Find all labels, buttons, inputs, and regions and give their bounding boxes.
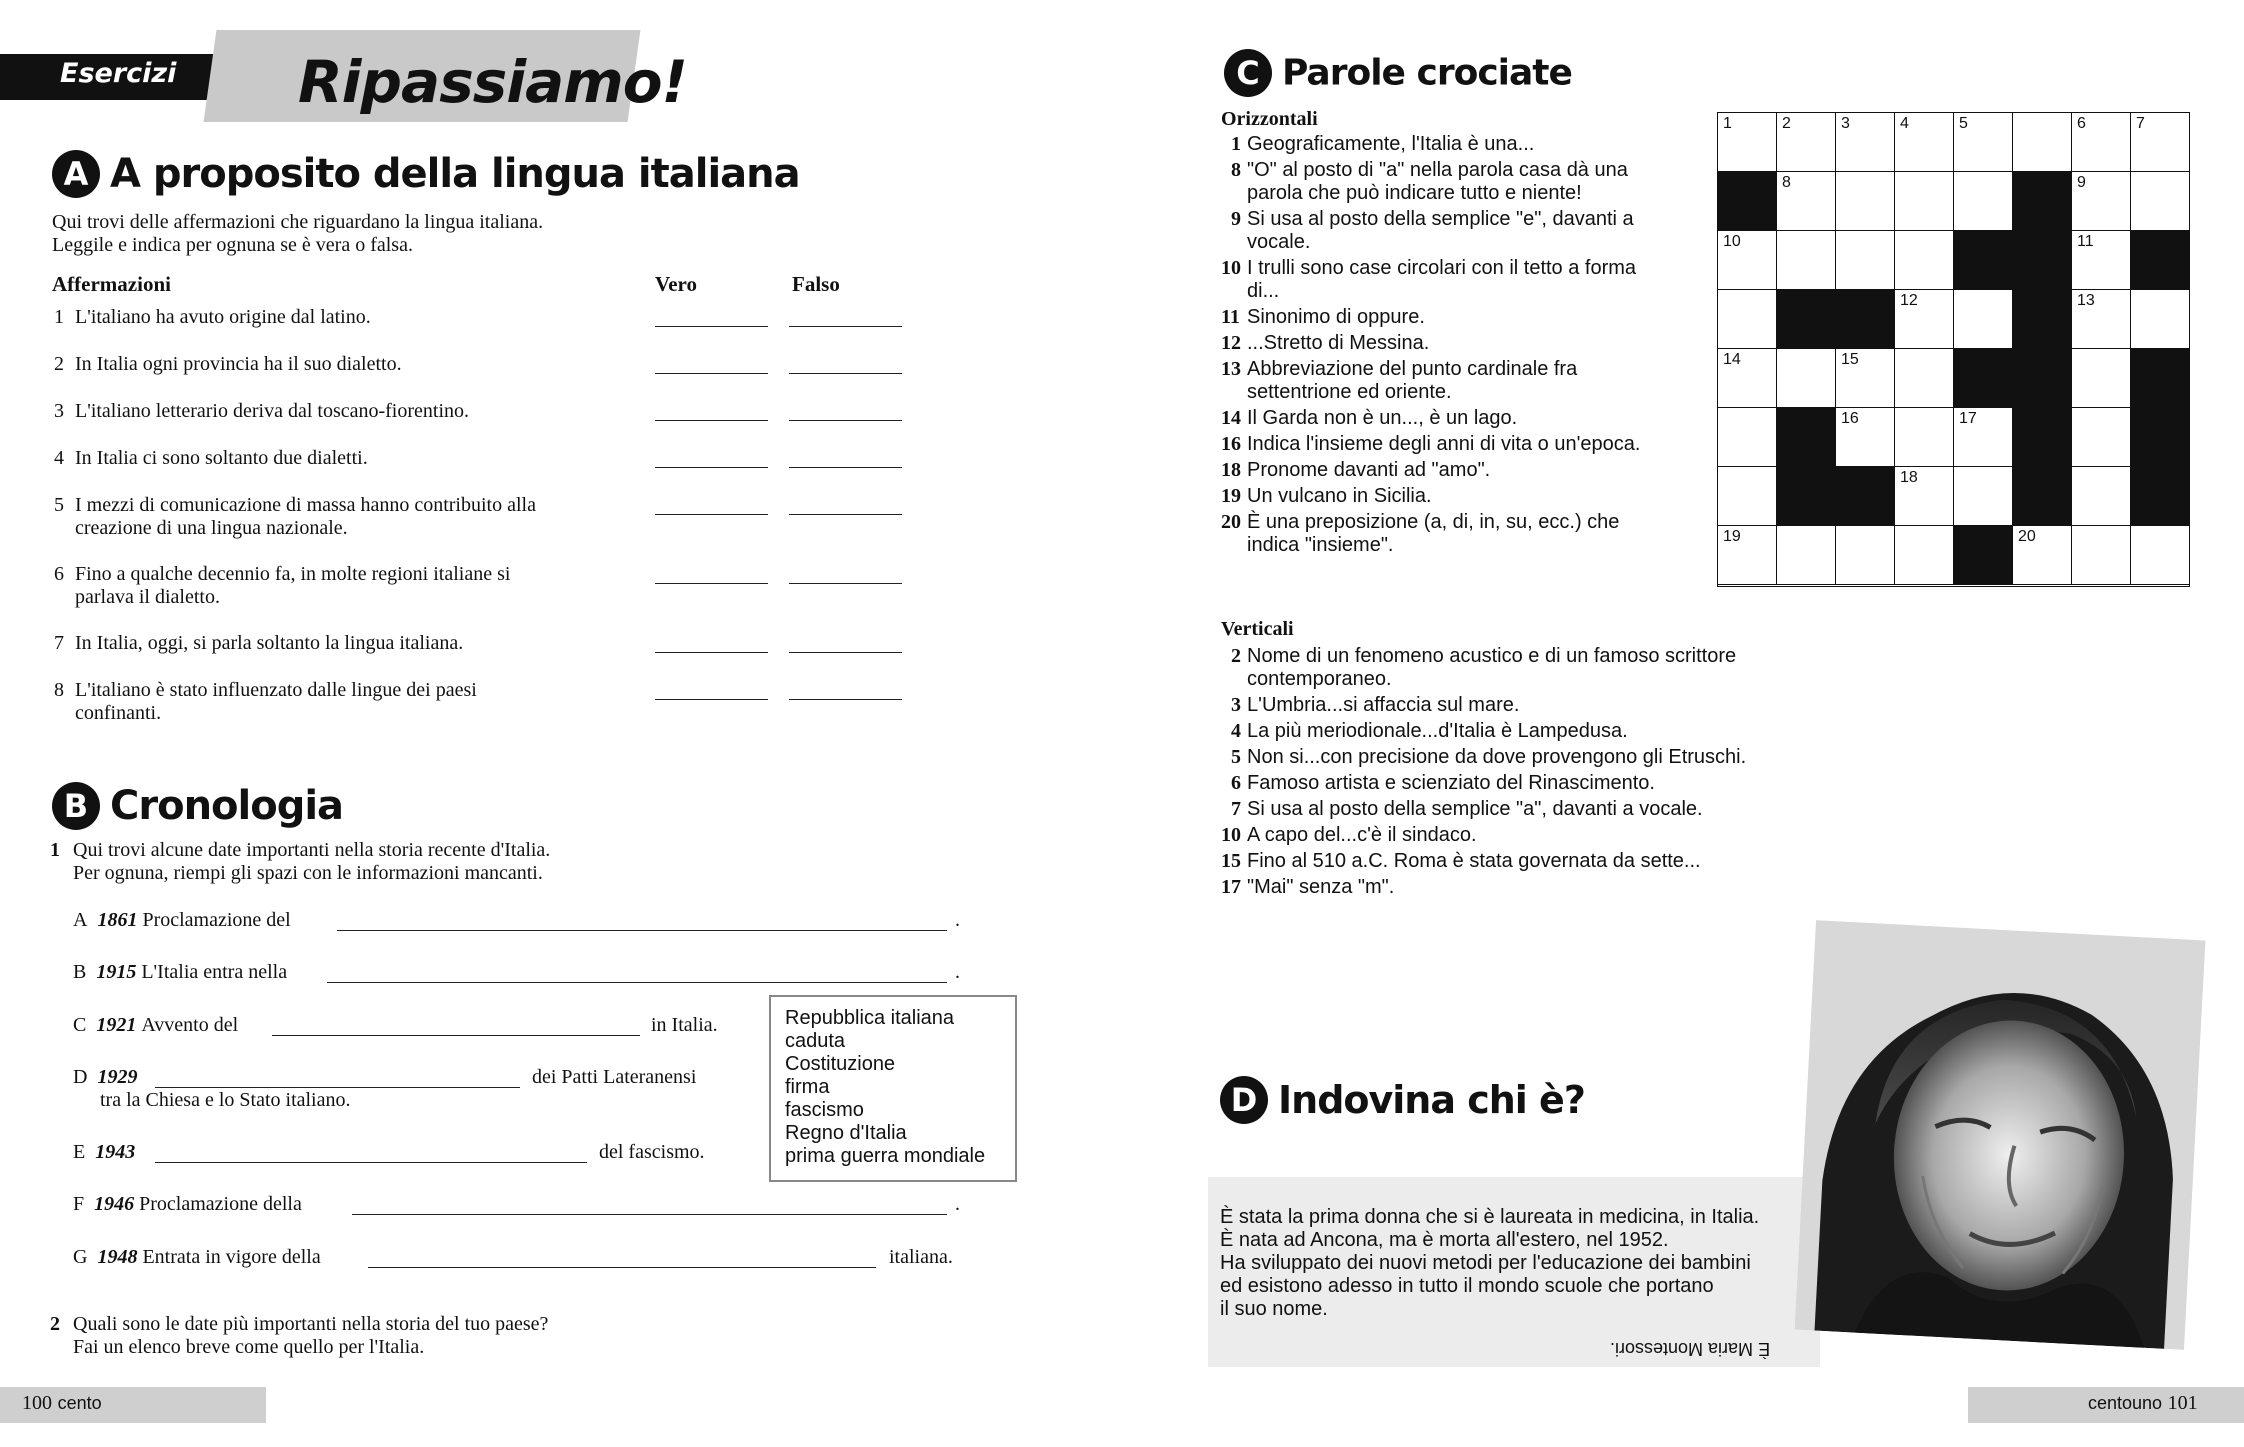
clue-orizzontale-number: 18	[1221, 459, 1241, 481]
clue-orizzontale-number: 10	[1221, 257, 1241, 279]
crossword-black-cell	[1835, 466, 1895, 526]
crossword-cell[interactable]	[2012, 112, 2072, 172]
clue-verticale-line: Non si...con precisione da dove provengono gli Etruschi.	[1247, 746, 1747, 768]
blank-f[interactable]	[352, 1214, 947, 1215]
clue-orizzontale-number: 1	[1231, 133, 1241, 155]
statement-number: 7	[54, 632, 64, 654]
clue-orizzontale-line: Pronome davanti ad "amo".	[1247, 459, 1491, 481]
statement-number: 1	[54, 306, 64, 328]
statement-line: L'italiano letterario deriva dal toscano-fiorentino.	[75, 400, 470, 422]
portrait-photo	[1795, 920, 2206, 1350]
clue-orizzontale-number: 11	[1221, 306, 1240, 328]
crossword-cell[interactable]	[1717, 289, 1777, 349]
statement-line: parlava il dialetto.	[75, 586, 220, 608]
clue-orizzontale-line: I trulli sono case circolari con il tetto a forma	[1247, 257, 1637, 279]
crossword-cell[interactable]	[2130, 289, 2190, 349]
vero-blank[interactable]	[655, 699, 768, 700]
row-d-line2: tra la Chiesa e lo Stato italiano.	[100, 1089, 351, 1111]
b-q2-text: Quali sono le date più importanti nella storia del tuo paese? Fai un elenco breve come quello per l'Italia.	[73, 1313, 549, 1358]
clue-orizzontale-text	[1247, 407, 1517, 430]
clue-orizzontale-line: È una preposizione (a, di, in, su, ecc.) che	[1247, 511, 1620, 533]
row-g: G 1948 Entrata in vigore della	[73, 1246, 321, 1268]
clue-orizzontale-number: 9	[1231, 208, 1241, 230]
crossword-cell[interactable]	[2071, 348, 2131, 408]
word-box-list	[785, 1007, 1015, 1168]
section-a-title: A proposito della lingua italiana	[110, 151, 800, 197]
crossword-black-cell	[1776, 466, 1836, 526]
section-a-heading	[52, 150, 800, 198]
clue-verticale-line: contemporaneo.	[1247, 668, 1392, 690]
col-vero: Vero	[655, 272, 697, 296]
crossword-cell[interactable]: 7	[2130, 112, 2190, 172]
statement-line: L'italiano è stato influenzato dalle lingue dei paesi	[75, 679, 477, 701]
falso-blank[interactable]	[789, 583, 902, 584]
crossword-black-cell	[2012, 466, 2072, 526]
clue-verticale-text	[1247, 694, 1519, 717]
clue-orizzontale-text	[1247, 332, 1429, 355]
row-e-end: del fascismo.	[599, 1141, 705, 1163]
clue-verticale-text	[1247, 798, 1703, 821]
crossword-black-cell	[1776, 407, 1836, 467]
crossword-cell[interactable]: 18	[1894, 466, 1954, 526]
clue-orizzontale-text	[1247, 306, 1425, 329]
blank-d[interactable]	[155, 1087, 520, 1088]
portrait-image	[1795, 920, 2206, 1350]
clue-orizzontale-text	[1247, 133, 1534, 156]
clue-orizzontale-text	[1247, 208, 1634, 254]
clue-text-line: È nata ad Ancona, ma è morta all'estero, nel 1952.	[1220, 1229, 1669, 1251]
clue-verticale-number: 5	[1231, 746, 1241, 768]
clue-text	[1220, 1206, 1759, 1321]
crossword-black-cell	[1953, 230, 2013, 290]
statement-line: In Italia ogni provincia ha il suo dialetto.	[75, 353, 402, 375]
clue-verticale-line: Si usa al posto della semplice "a", davanti a vocale.	[1247, 798, 1703, 820]
statement-text	[75, 632, 463, 655]
vero-blank[interactable]	[655, 467, 768, 468]
word-box	[769, 995, 1017, 1182]
section-c-title: Parole crociate	[1282, 52, 1572, 94]
section-b-title: Cronologia	[110, 783, 344, 829]
clue-verticale-number: 10	[1221, 824, 1241, 846]
vero-blank[interactable]	[655, 420, 768, 421]
crossword-cell[interactable]	[1953, 466, 2013, 526]
clue-text-line: È stata la prima donna che si è laureata in medicina, in Italia.	[1220, 1206, 1760, 1228]
crossword-cell[interactable]	[1835, 230, 1895, 290]
crossword-black-cell	[2012, 407, 2072, 467]
falso-blank[interactable]	[789, 699, 902, 700]
clue-orizzontale-line: "O" al posto di "a" nella parola casa dà una	[1247, 159, 1628, 181]
clue-orizzontale-line: Indica l'insieme degli anni di vita o un'epoca.	[1247, 433, 1641, 455]
crossword-cell[interactable]: 12	[1894, 289, 1954, 349]
clue-verticale-text	[1247, 824, 1477, 847]
crossword-cell[interactable]: 19	[1717, 525, 1777, 585]
clue-orizzontale-line: Sinonimo di oppure.	[1247, 306, 1425, 328]
statement-text	[75, 400, 469, 423]
crossword-cell[interactable]	[1835, 171, 1895, 231]
row-e: E 1943	[73, 1141, 136, 1163]
word-box-item: Costituzione	[785, 1053, 896, 1075]
crossword-black-cell	[1953, 525, 2013, 585]
orizzontali-label: Orizzontali	[1221, 108, 1318, 130]
crossword-black-cell	[2130, 466, 2190, 526]
clue-orizzontale-text	[1247, 358, 1577, 404]
statement-text	[75, 563, 510, 609]
crossword-black-cell	[2012, 348, 2072, 408]
crossword-black-cell	[1835, 289, 1895, 349]
clue-orizzontale-text	[1247, 459, 1490, 482]
section-a-badge: A	[52, 150, 100, 198]
section-b-badge: B	[52, 782, 100, 830]
vero-blank[interactable]	[655, 652, 768, 653]
b-q1-text: Qui trovi alcune date importanti nella storia recente d'Italia. Per ognuna, riempi gli spazi con le informazioni mancanti.	[73, 839, 551, 884]
word-box-item: prima guerra mondiale	[785, 1145, 986, 1167]
crossword-cell[interactable]: 2	[1776, 112, 1836, 172]
clue-verticale-text	[1247, 772, 1655, 795]
clue-text-line: Ha sviluppato dei nuovi metodi per l'educazione dei bambini	[1220, 1252, 1751, 1274]
crossword-cell[interactable]	[1776, 230, 1836, 290]
clue-orizzontale-number: 14	[1221, 407, 1241, 429]
clue-verticale-number: 3	[1231, 694, 1241, 716]
clue-orizzontale-line: Geograficamente, l'Italia è una...	[1247, 133, 1535, 155]
statement-text	[75, 447, 368, 470]
clue-verticale-number: 2	[1231, 645, 1241, 667]
col-falso: Falso	[792, 272, 840, 296]
crossword-cell[interactable]	[1894, 407, 1954, 467]
statement-line: creazione di una lingua nazionale.	[75, 517, 348, 539]
clue-orizzontale-line: parola che può indicare tutto e niente!	[1247, 182, 1582, 204]
crossword-cell[interactable]	[1776, 525, 1836, 585]
col-affermazioni: Affermazioni	[52, 272, 171, 296]
crossword-cell[interactable]: 17	[1953, 407, 2013, 467]
statement-number: 2	[54, 353, 64, 375]
section-c-badge: C	[1224, 49, 1272, 97]
clue-verticale-line: L'Umbria...si affaccia sul mare.	[1247, 694, 1520, 716]
clue-orizzontale-number: 20	[1221, 511, 1241, 533]
crossword-black-cell	[2012, 230, 2072, 290]
falso-blank[interactable]	[789, 467, 902, 468]
blank-c[interactable]	[272, 1035, 640, 1036]
crossword-cell[interactable]	[1717, 466, 1777, 526]
clue-orizzontale-text	[1247, 485, 1432, 508]
falso-blank[interactable]	[789, 514, 902, 515]
row-b-end: .	[955, 961, 960, 983]
statement-line: In Italia, oggi, si parla soltanto la lingua italiana.	[75, 632, 464, 654]
verticali-label: Verticali	[1221, 618, 1294, 640]
clue-verticale-number: 17	[1221, 876, 1241, 898]
crossword-cell[interactable]	[1894, 525, 1954, 585]
statement-line: In Italia ci sono soltanto due dialetti.	[75, 447, 368, 469]
esercizi-tab-label: Esercizi	[60, 58, 177, 89]
crossword-cell[interactable]	[1717, 407, 1777, 467]
crossword-cell[interactable]	[1894, 171, 1954, 231]
word-box-item: caduta	[785, 1030, 846, 1052]
crossword-cell[interactable]: 15	[1835, 348, 1895, 408]
clue-orizzontale-number: 19	[1221, 485, 1241, 507]
falso-blank[interactable]	[789, 326, 902, 327]
clue-text-line: ed esistono adesso in tutto il mondo scuole che portano	[1220, 1275, 1714, 1297]
clue-verticale-line: Fino al 510 a.C. Roma è stata governata da sette...	[1247, 850, 1701, 872]
row-b: B 1915 L'Italia entra nella	[73, 961, 288, 983]
crossword-black-cell	[2012, 289, 2072, 349]
page-number-left: 100 cento	[22, 1392, 102, 1414]
clue-orizzontale-number: 13	[1221, 358, 1241, 380]
crossword-cell[interactable]	[1953, 171, 2013, 231]
row-f-end: .	[955, 1193, 960, 1215]
clue-orizzontale-text	[1247, 257, 1636, 303]
falso-blank[interactable]	[789, 373, 902, 374]
clue-verticale-line: Nome di un fenomeno acustico e di un famoso scrittore	[1247, 645, 1737, 667]
blank-e[interactable]	[155, 1162, 587, 1163]
statement-line: Fino a qualche decennio fa, in molte regioni italiane si	[75, 563, 511, 585]
section-d-badge: D	[1220, 1076, 1268, 1124]
clue-orizzontale-number: 12	[1221, 332, 1241, 354]
clue-orizzontale-number: 16	[1221, 433, 1241, 455]
crossword-cell[interactable]	[2130, 525, 2190, 585]
crossword-black-cell	[2012, 171, 2072, 231]
section-d-heading	[1220, 1076, 1585, 1124]
crossword-cell[interactable]: 8	[1776, 171, 1836, 231]
clue-orizzontale-line: di...	[1247, 280, 1280, 302]
crossword-cell[interactable]: 20	[2012, 525, 2072, 585]
blank-b[interactable]	[327, 982, 947, 983]
clue-verticale-text	[1247, 746, 1746, 769]
crossword-black-cell	[2130, 407, 2190, 467]
b-q2-num: 2	[50, 1313, 60, 1335]
crossword-black-cell	[1953, 348, 2013, 408]
crossword-cell[interactable]: 14	[1717, 348, 1777, 408]
crossword-cell[interactable]: 16	[1835, 407, 1895, 467]
crossword-black-cell	[1776, 289, 1836, 349]
crossword-cell[interactable]: 5	[1953, 112, 2013, 172]
crossword-cell[interactable]	[1894, 348, 1954, 408]
clue-verticale-number: 15	[1221, 850, 1241, 872]
blank-a[interactable]	[337, 930, 947, 931]
crossword-cell[interactable]: 9	[2071, 171, 2131, 231]
vero-blank[interactable]	[655, 583, 768, 584]
vero-blank[interactable]	[655, 326, 768, 327]
clue-verticale-line: "Mai" senza "m".	[1247, 876, 1395, 898]
crossword-cell[interactable]: 10	[1717, 230, 1777, 290]
clue-verticale-line: A capo del...c'è il sindaco.	[1247, 824, 1477, 846]
clue-verticale-line: La più meriodionale...d'Italia è Lampedusa.	[1247, 720, 1628, 742]
statement-number: 6	[54, 563, 64, 585]
statement-text	[75, 306, 371, 329]
crossword-cell[interactable]: 6	[2071, 112, 2131, 172]
falso-blank[interactable]	[789, 652, 902, 653]
section-a-intro: Qui trovi delle affermazioni che riguardano la lingua italiana. Leggile e indica per ognuna se è vera o falsa.	[52, 211, 544, 256]
crossword-cell[interactable]	[1776, 348, 1836, 408]
blank-g[interactable]	[368, 1267, 876, 1268]
clue-orizzontale-line: settentrione ed oriente.	[1247, 381, 1452, 403]
row-g-end: italiana.	[889, 1246, 953, 1268]
crossword-cell[interactable]: 4	[1894, 112, 1954, 172]
crossword-black-cell	[2130, 230, 2190, 290]
crossword-cell[interactable]: 11	[2071, 230, 2131, 290]
clue-verticale-number: 6	[1231, 772, 1241, 794]
crossword-cell[interactable]: 3	[1835, 112, 1895, 172]
crossword-cell[interactable]	[1894, 230, 1954, 290]
b-q1-num: 1	[50, 839, 60, 861]
statement-line: confinanti.	[75, 702, 162, 724]
section-d-title: Indovina chi è?	[1278, 1078, 1585, 1122]
crossword-grid	[1717, 112, 2190, 587]
row-a-end: .	[955, 909, 960, 931]
clue-orizzontale-number: 8	[1231, 159, 1241, 181]
statement-text	[75, 494, 536, 540]
answer-upside-down: È Maria Montessori.	[1610, 1339, 1771, 1359]
crossword-cell[interactable]	[2071, 525, 2131, 585]
section-b-heading	[52, 782, 343, 830]
clue-orizzontale-line: vocale.	[1247, 231, 1311, 253]
clue-verticale-text	[1247, 720, 1628, 743]
clue-orizzontale-line: Un vulcano in Sicilia.	[1247, 485, 1432, 507]
row-c: C 1921 Avvento del	[73, 1014, 239, 1036]
clue-text-line: il suo nome.	[1220, 1298, 1328, 1320]
crossword-cell[interactable]	[2071, 407, 2131, 467]
crossword-cell[interactable]: 13	[2071, 289, 2131, 349]
page-number-right: centouno 101	[2088, 1392, 2198, 1414]
statement-line: L'italiano ha avuto origine dal latino.	[75, 306, 371, 328]
vero-blank[interactable]	[655, 373, 768, 374]
row-c-end: in Italia.	[651, 1014, 718, 1036]
statement-number: 4	[54, 447, 64, 469]
clue-orizzontale-text	[1247, 511, 1619, 557]
clue-verticale-text	[1247, 876, 1394, 899]
clue-verticale-number: 7	[1231, 798, 1241, 820]
row-a: A 1861 Proclamazione del	[73, 909, 291, 931]
vero-blank[interactable]	[655, 514, 768, 515]
clue-orizzontale-line: Abbreviazione del punto cardinale fra	[1247, 358, 1578, 380]
word-box-item: Regno d'Italia	[785, 1122, 907, 1144]
clue-verticale-line: Famoso artista e scienziato del Rinascimento.	[1247, 772, 1655, 794]
statement-text	[75, 353, 402, 376]
clue-verticale-number: 4	[1231, 720, 1241, 742]
crossword-black-cell	[1717, 171, 1777, 231]
clue-orizzontale-text	[1247, 433, 1640, 456]
word-box-item: Repubblica italiana	[785, 1007, 955, 1029]
statement-text	[75, 679, 477, 725]
clue-orizzontale-text	[1247, 159, 1628, 205]
clue-verticale-text	[1247, 850, 1701, 873]
statement-number: 8	[54, 679, 64, 701]
falso-blank[interactable]	[789, 420, 902, 421]
statement-number: 3	[54, 400, 64, 422]
clue-verticale-text	[1247, 645, 1736, 691]
clue-orizzontale-line: indica "insieme".	[1247, 534, 1394, 556]
section-c-heading	[1224, 49, 1572, 97]
statement-line: I mezzi di comunicazione di massa hanno contribuito alla	[75, 494, 536, 516]
crossword-black-cell	[2130, 348, 2190, 408]
page-title: Ripassiamo!	[298, 48, 687, 116]
row-f: F 1946 Proclamazione della	[73, 1193, 302, 1215]
crossword-cell[interactable]	[2071, 466, 2131, 526]
clue-orizzontale-line: Il Garda non è un..., è un lago.	[1247, 407, 1518, 429]
crossword-cell[interactable]	[1953, 289, 2013, 349]
statement-number: 5	[54, 494, 64, 516]
crossword-cell[interactable]: 1	[1717, 112, 1777, 172]
clue-orizzontale-line: ...Stretto di Messina.	[1247, 332, 1430, 354]
row-d: D 1929	[73, 1066, 138, 1088]
clue-orizzontale-line: Si usa al posto della semplice "e", davanti a	[1247, 208, 1634, 230]
word-box-item: fascismo	[785, 1099, 864, 1121]
crossword-cell[interactable]	[2130, 171, 2190, 231]
crossword-cell[interactable]	[1835, 525, 1895, 585]
word-box-item: firma	[785, 1076, 830, 1098]
row-d-end: dei Patti Lateranensi	[532, 1066, 697, 1088]
